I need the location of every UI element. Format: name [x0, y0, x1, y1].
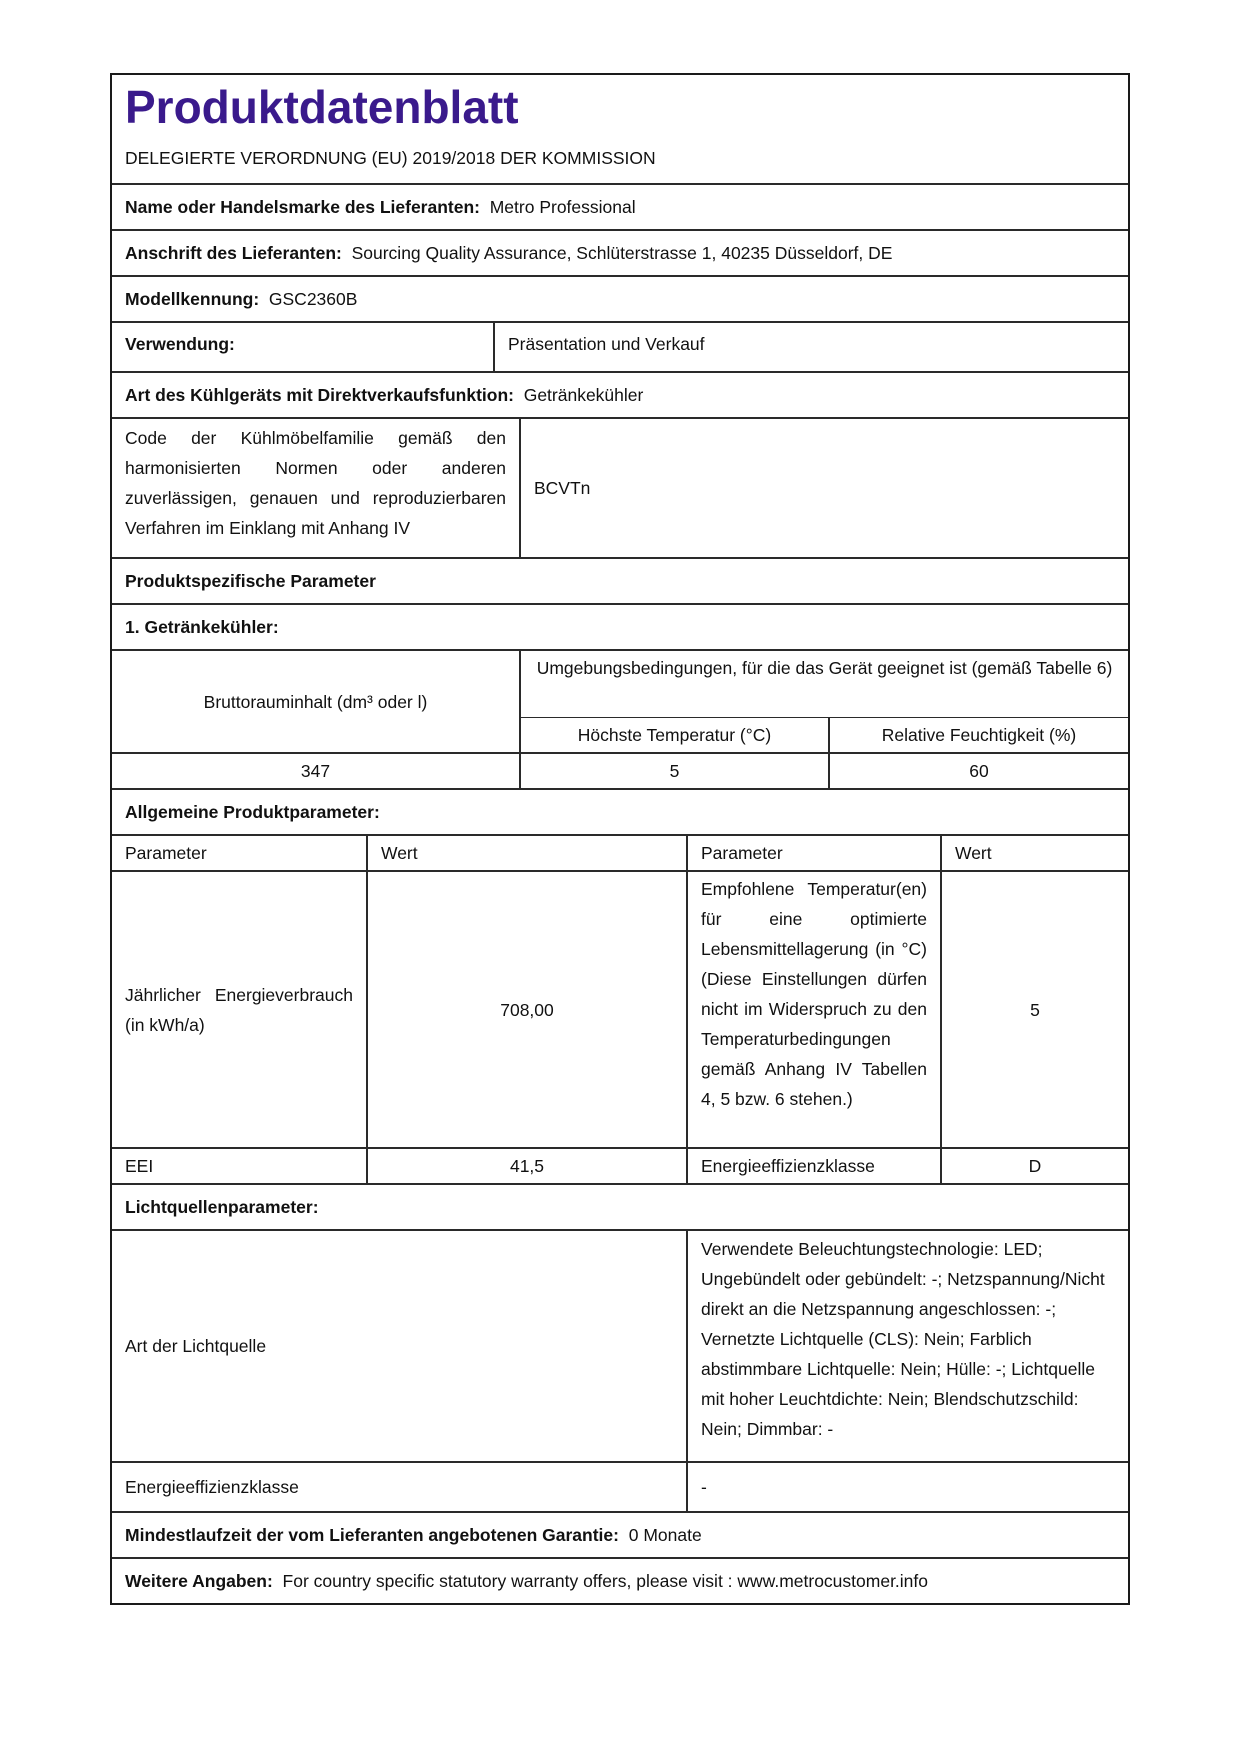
supplier-address-cell — [112, 238, 1128, 268]
column-header-value-1: Wert — [366, 836, 686, 870]
light-source-type-value: Verwendete Beleuchtungstechnologie: LED; Ungebündelt oder gebündelt: -; Netzspannung/Nicht direkt an die Netzspannung angeschlossen: -; Vernetzte Lichtquelle (CLS): Nein; Farblich abstimmbare Lichtquelle: Nein; Hülle: -; Lichtquelle mit hoher Leuchtdichte: Nein; Blendschutzschild: Nein; Dimmbar: - — [686, 1231, 1128, 1461]
additional-info-label: Weitere Angaben: — [125, 1571, 273, 1591]
additional-info-row — [112, 1557, 1128, 1603]
light-source-heading: Lichtquellenparameter: — [125, 1197, 319, 1217]
humidity-header: Relative Feuchtigkeit (%) — [828, 718, 1128, 752]
light-source-class-value-cell — [686, 1463, 1128, 1511]
appliance-type-value: Getränkekühler — [523, 385, 644, 405]
ambient-header: Umgebungsbedingungen, für die das Gerät geeignet ist (gemäß Tabelle 6) — [536, 658, 1113, 678]
page-title: Produktdatenblatt — [125, 81, 519, 133]
general-params-heading: Allgemeine Produktparameter: — [125, 802, 380, 822]
family-code-value-cell — [519, 419, 1128, 557]
volume-header-cell — [112, 651, 519, 752]
usage-row — [112, 321, 1128, 371]
header-row — [112, 75, 1128, 183]
light-source-type-row — [112, 1229, 1128, 1461]
humidity-value: 60 — [828, 754, 1128, 788]
temp-header: Höchste Temperatur (°C) — [577, 725, 772, 745]
product-data-sheet — [110, 73, 1130, 1605]
temp-value: 5 — [519, 754, 828, 788]
additional-info-value: For country specific statutory warranty offers, please visit : www.metrocustomer.info — [282, 1571, 929, 1591]
product-specific-heading: Produktspezifische Parameter — [125, 571, 376, 591]
family-code-row — [112, 417, 1128, 557]
supplier-name-value: Metro Professional — [489, 197, 636, 217]
column-header-value-2: Wert — [940, 836, 1128, 870]
usage-label: Verwendung: — [125, 334, 235, 354]
ambient-subheader-row — [521, 717, 1128, 752]
supplier-name-label: Name oder Handelsmarke des Lieferanten: — [125, 197, 480, 217]
header-cell — [112, 75, 1128, 183]
appliance-type-cell — [112, 380, 1128, 410]
appliance-type-label: Art des Kühlgeräts mit Direktverkaufsfunktion: — [125, 385, 514, 405]
energy-class-label: Energieeffizienzklasse — [686, 1149, 940, 1183]
energy-consumption-label: Jährlicher Energieverbrauch (in kWh/a) — [125, 984, 353, 1035]
beverage-cooler-heading: 1. Getränkekühler: — [125, 617, 279, 637]
model-row — [112, 275, 1128, 321]
light-source-class-value: - — [701, 1477, 707, 1497]
energy-consumption-value: 708,00 — [500, 999, 554, 1020]
supplier-name-row — [112, 183, 1128, 229]
volume-value: 347 — [300, 761, 331, 781]
supplier-address-row — [112, 229, 1128, 275]
volume-header: Bruttorauminhalt (dm³ oder l) — [203, 691, 428, 712]
additional-info-cell — [112, 1566, 1128, 1596]
general-params-header-row — [112, 834, 1128, 870]
model-value: GSC2360B — [268, 289, 358, 309]
recommended-temp-label: Empfohlene Temperatur(en) für eine optimierte Lebensmittellagerung (in °C) (Diese Einstellungen dürfen nicht im Widerspruch zu den Temperaturbedingungen gemäß Anhang IV Tabellen 4, 5 bzw. 6 stehen.) — [686, 872, 940, 1147]
column-header-parameter-1: Parameter — [125, 843, 207, 863]
warranty-value: 0 Monate — [628, 1525, 702, 1545]
energy-consumption-label-cell — [112, 872, 366, 1147]
energy-class-value: D — [940, 1149, 1128, 1183]
supplier-address-label: Anschrift des Lieferanten: — [125, 243, 342, 263]
eei-value: 41,5 — [366, 1149, 686, 1183]
recommended-temp-value-cell — [940, 872, 1128, 1147]
product-specific-heading-row — [112, 557, 1128, 603]
light-source-type-label: Art der Lichtquelle — [125, 1336, 267, 1356]
model-label: Modellkennung: — [125, 289, 260, 309]
column-header-parameter-2: Parameter — [686, 836, 940, 870]
light-source-heading-row — [112, 1183, 1128, 1229]
warranty-cell — [112, 1520, 1128, 1550]
regulation-subtitle: DELEGIERTE VERORDNUNG (EU) 2019/2018 DER KOMMISSION — [125, 148, 656, 168]
supplier-address-value: Sourcing Quality Assurance, Schlüterstrasse 1, 40235 Düsseldorf, DE — [351, 243, 893, 263]
family-code-value: BCVTn — [534, 478, 591, 498]
recommended-temp-value: 5 — [1030, 999, 1040, 1020]
energy-consumption-value-cell — [366, 872, 686, 1147]
warranty-label: Mindestlaufzeit der vom Lieferanten angebotenen Garantie: — [125, 1525, 619, 1545]
ambient-header-group — [519, 651, 1128, 752]
model-cell — [112, 284, 1128, 314]
ambient-values-row — [112, 752, 1128, 788]
beverage-cooler-heading-row — [112, 603, 1128, 649]
table-row — [112, 870, 1128, 1147]
light-source-class-label-cell — [112, 1463, 686, 1511]
family-code-label: Code der Kühlmöbelfamilie gemäß den harmonisierten Normen oder anderen zuverlässigen, genauen und reproduzierbaren Verfahren im Einklang mit Anhang IV — [125, 428, 506, 538]
light-source-class-row — [112, 1461, 1128, 1511]
table-row — [112, 1147, 1128, 1183]
warranty-row — [112, 1511, 1128, 1557]
usage-value: Präsentation und Verkauf — [493, 323, 1128, 371]
appliance-type-row — [112, 371, 1128, 417]
general-params-heading-row — [112, 788, 1128, 834]
ambient-header-row — [112, 649, 1128, 752]
light-source-class-label: Energieeffizienzklasse — [125, 1477, 299, 1497]
light-source-type-label-cell — [112, 1231, 686, 1461]
supplier-name-cell — [112, 192, 1128, 222]
eei-label: EEI — [125, 1156, 154, 1176]
